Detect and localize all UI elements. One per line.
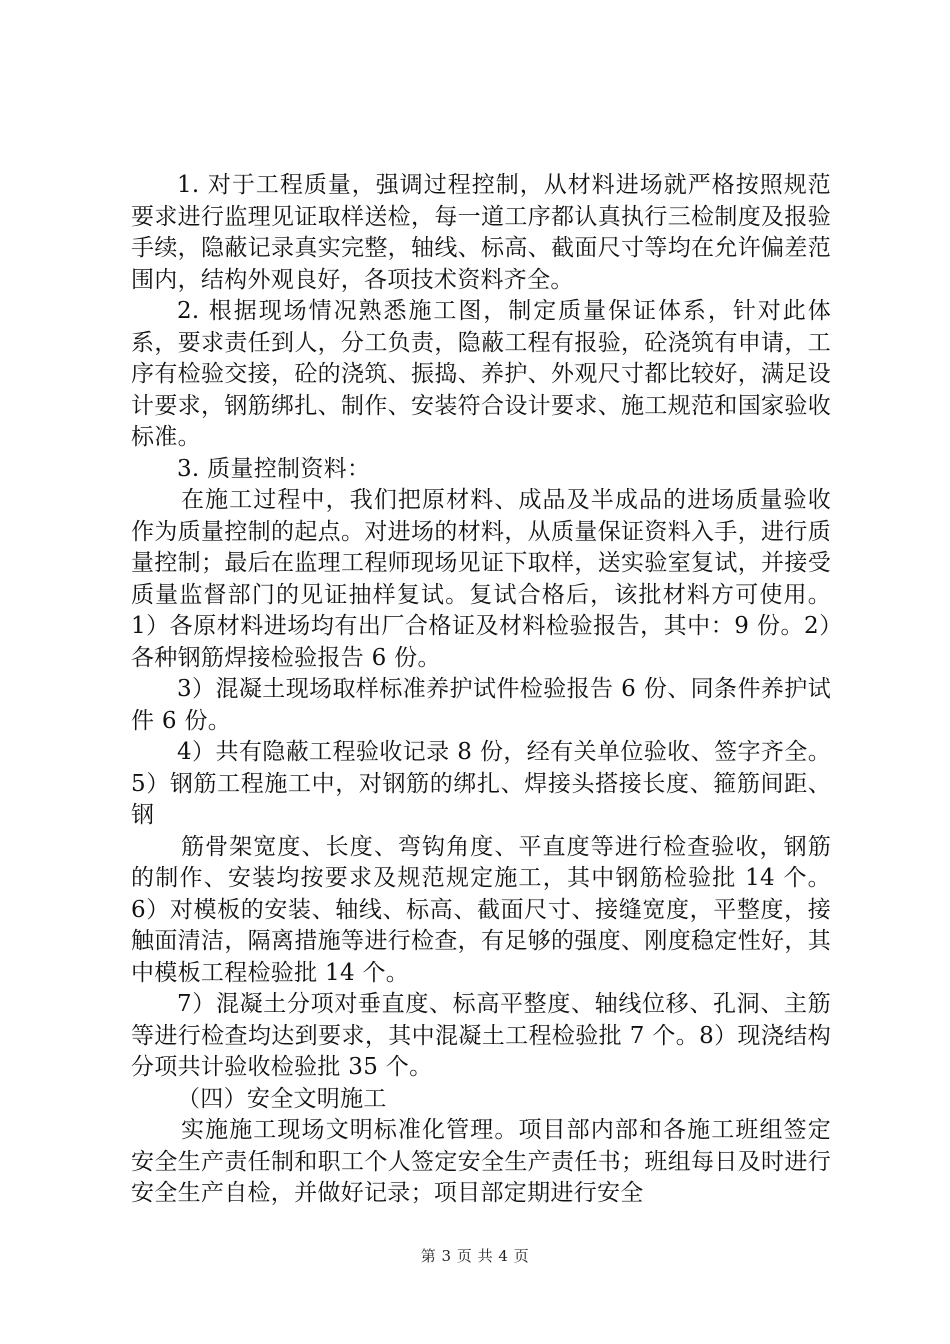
- heading-safe-civilized-construction: （四）安全文明施工: [177, 1085, 387, 1112]
- paragraph-material-inspection: 在施工过程中，我们把原材料、成品及半成品的进场质量验收作为质量控制的起点。对进场的材料，从质量保证资料入手，进行质量控制；最后在监理工程师现场见证下取样，送实验室复试，并接受质量监督部门的见证抽样复试。复试合格后，该批材料方可使用。1）各原材料进场均有出厂合格证及材料检验报告，其中：9 份。2）各种钢筋焊接检验报告 6 份。: [131, 487, 831, 671]
- paragraph-concrete-test-reports: 3）混凝土现场取样标准养护试件检验报告 6 份、同条件养护试件 6 份。: [131, 676, 831, 734]
- heading-quality-control-data: 3. 质量控制资料：: [177, 455, 371, 482]
- paragraph-concrete-subitem: 7）混凝土分项对垂直度、标高平整度、轴线位移、孔洞、主筋等进行检查均达到要求，其中混凝土工程检验批 7 个。8）现浇结构分项共计验收检验批 35 个。: [131, 991, 831, 1080]
- paragraph-quality-assurance-system: 2. 根据现场情况熟悉施工图，制定质量保证体系，针对此体系，要求责任到人，分工负责，隐蔽工程有报验，砼浇筑有申请，工序有检验交接，砼的浇筑、振捣、养护、外观尺寸都比较好，满足设计要求，钢筋绑扎、制作、安装符合设计要求、施工规范和国家验收标准。: [131, 298, 831, 450]
- document-body: [131, 170, 831, 1210]
- paragraph-concealed-works-records: 4）共有隐蔽工程验收记录 8 份，经有关单位验收、签字齐全。5）钢筋工程施工中，对钢筋的绑扎、焊接头搭接长度、箍筋间距、钢: [131, 739, 831, 828]
- page-number-footer: 第 3 页 共 4 页: [420, 1247, 530, 1265]
- paragraph-site-standardization: 实施施工现场文明标准化管理。项目部内部和各施工班组签定安全生产责任制和职工个人签定安全生产责任书；班组每日及时进行安全生产自检，并做好记录；项目部定期进行安全: [131, 1117, 831, 1206]
- paragraph-quality-process-control: 1. 对于工程质量，强调过程控制，从材料进场就严格按照规范要求进行监理见证取样送检，每一道工序都认真执行三检制度及报验手续，隐蔽记录真实完整，轴线、标高、截面尺寸等均在允许偏差范围内，结构外观良好，各项技术资料齐全。: [131, 172, 831, 293]
- paragraph-rebar-formwork-inspection: 筋骨架宽度、长度、弯钩角度、平直度等进行检查验收，钢筋的制作、安装均按要求及规范规定施工，其中钢筋检验批 14 个。6）对模板的安装、轴线、标高、截面尺寸、接缝宽度，平整度，接触面清洁，隔离措施等进行检查，有足够的强度、刚度稳定性好，其中模板工程检验批 14 个。: [131, 833, 831, 986]
